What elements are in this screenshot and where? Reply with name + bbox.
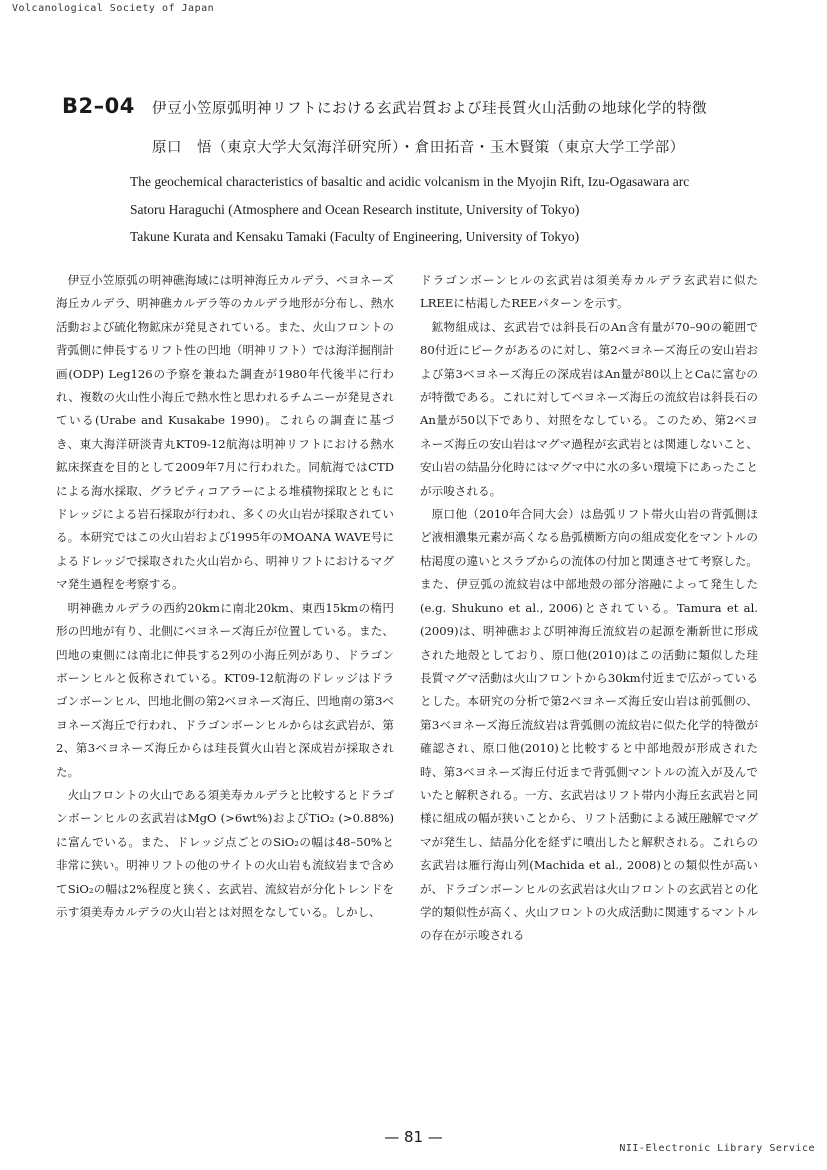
paper-title-ja: 伊豆小笠原弧明神リフトにおける玄武岩質および珪長質火山活動の地球化学的特徴 xyxy=(152,101,707,117)
authors-ja: 原口 悟（東京大学大気海洋研究所）・倉田拓音・玉木賢策（東京大学工学部） xyxy=(152,140,685,156)
paragraph: 伊豆小笠原弧の明神礁海域には明神海丘カルデラ、ベヨネーズ海丘カルデラ、明神礁カルデラ等のカルデラ地形が分布し、熱水活動および硫化物鉱床が発見されている。また、火山フロントの背弧側に伸長するリフト性の凹地（明神リフト）では海洋掘削計画(ODP) Leg126の予察を兼ねた調査が1980年代後半に行われ、複数の火山性小海丘で熱水性と思われるチムニーが発見されている(Urabe and Kusakabe 1990)。これらの調査に基づき、東大海洋研淡青丸KT09-12航海は明神リフトにおける熱水鉱床探査を目的として2009年7月に行われた。同航海ではCTDによる海水採取、グラビティコアラーによる堆積物採取とともにドレッジによる岩石採取が行われ、多くの火山岩が採取されている。本研究ではこの火山岩および1995年のMOANA WAVE号によるドレッジで採取された火山岩から、明神リフトにおけるマグマ発生過程を考察する。 xyxy=(56,273,394,592)
authors-en-line-2: Takune Kurata and Kensaku Tamaki (Faculty of Engineering, University of Tokyo) xyxy=(130,229,580,244)
paragraph: 明神礁カルデラの西約20kmに南北20km、東西15kmの楕円形の凹地が有り、北側にベヨネーズ海丘が位置している。また、凹地の東側には南北に伸長する2列の小海丘列があり、ドラゴンボーンヒルと仮称されている。KT09-12航海のドレッジはドラゴンボーンヒル、凹地北側の第2ベヨネーズ海丘、凹地南の第3ベヨネーズ海丘で行われ、ドラゴンボーンヒルからは玄武岩が、第2、第3ベヨネーズ海丘からは珪長質火山岩と深成岩が採取された。 xyxy=(56,600,394,779)
body-column-right xyxy=(420,269,758,948)
paragraph: 鉱物組成は、玄武岩では斜長石のAn含有量が70–90の範囲で80付近にピークがあるのに対し、第2ベヨネーズ海丘の安山岩および第3ベヨネーズ海丘の深成岩はAn量が80以上とCaに富むのが特徴である。これに対してベヨネーズ海丘の流紋岩は斜長石のAn量が50以下であり、対照をなしている。このため、第2ベヨネーズ海丘の安山岩はマグマ過程が玄武岩とは関連しないこと、安山岩の結晶分化時にはマグマ中に水の多い環境下にあったことが示唆される。 xyxy=(420,319,758,498)
paragraph: ドラゴンボーンヒルの玄武岩は須美寿カルデラ玄武岩に似たLREEに枯渇したREEパターンを示す。 xyxy=(420,273,758,311)
authors-en-line-1: Satoru Haraguchi (Atmosphere and Ocean Research institute, University of Tokyo) xyxy=(130,202,580,217)
body-column-left xyxy=(56,269,394,924)
library-service-footer: NII-Electronic Library Service xyxy=(619,1143,815,1154)
page-number: — 81 — xyxy=(384,1128,443,1146)
paragraph: 原口他（2010年合同大会）は島弧リフト帯火山岩の背弧側ほど液相濃集元素が高くなる島弧横断方向の組成変化をマントルの枯渇度の違いとスラブからの流体の付加と関連させて考察した。また、伊豆弧の流紋岩は中部地殻の部分溶融によって発生した(e.g. Shukuno et al., 2006)とされている。Tamura et al. (2009)は、明神礁および明神海丘流紋岩の起源を漸新世に形成された地殻としており、原口他(2010)はこの活動に類似した珪長質マグマ活動は火山フロントから30km付近まで広がっているとした。本研究の分析で第2ベヨネーズ海丘安山岩は前弧側の、第3ベヨネーズ海丘流紋岩は背弧側の流紋岩に似た化学的特徴が確認され、原口他(2010)と比較すると中部地殻が形成された時、第3ベヨネーズ海丘付近まで背弧側マントルの流入が及んでいたと解釈される。一方、玄武岩はリフト帯内小海丘玄武岩と同様に組成の幅が狭いことから、リフト活動による減圧融解でマグマが発生し、結晶分化を経ずに噴出したと解釈される。これらの玄武岩は雁行海山列(Machida et al., 2008)との類似性が高いが、ドラゴンボーンヒルの玄武岩は火山フロントの玄武岩との化学的類似性が高く、火山フロントの火成活動に関連するマントルの存在が示唆される xyxy=(420,507,758,943)
paper-id: B2–04 xyxy=(62,94,135,118)
paper-title-en: The geochemical characteristics of basaltic and acidic volcanism in the Myojin Rift, Izu-Ogasawara arc xyxy=(130,174,690,189)
paragraph: 火山フロントの火山である須美寿カルデラと比較するとドラゴンボーンヒルの玄武岩はMgO (>6wt%)およびTiO₂ (>0.88%)に富んでいる。また、ドレッジ点ごとのSiO₂の幅は48–50%と非常に狭い。明神リフトの他のサイトの火山岩も流紋岩まで含めてSiO₂の幅は2%程度と狭く、玄武岩、流紋岩が分化トレンドを示す須美寿カルデラの火山岩とは対照をなしている。しかし、 xyxy=(56,787,394,919)
society-header: Volcanological Society of Japan xyxy=(12,3,215,14)
